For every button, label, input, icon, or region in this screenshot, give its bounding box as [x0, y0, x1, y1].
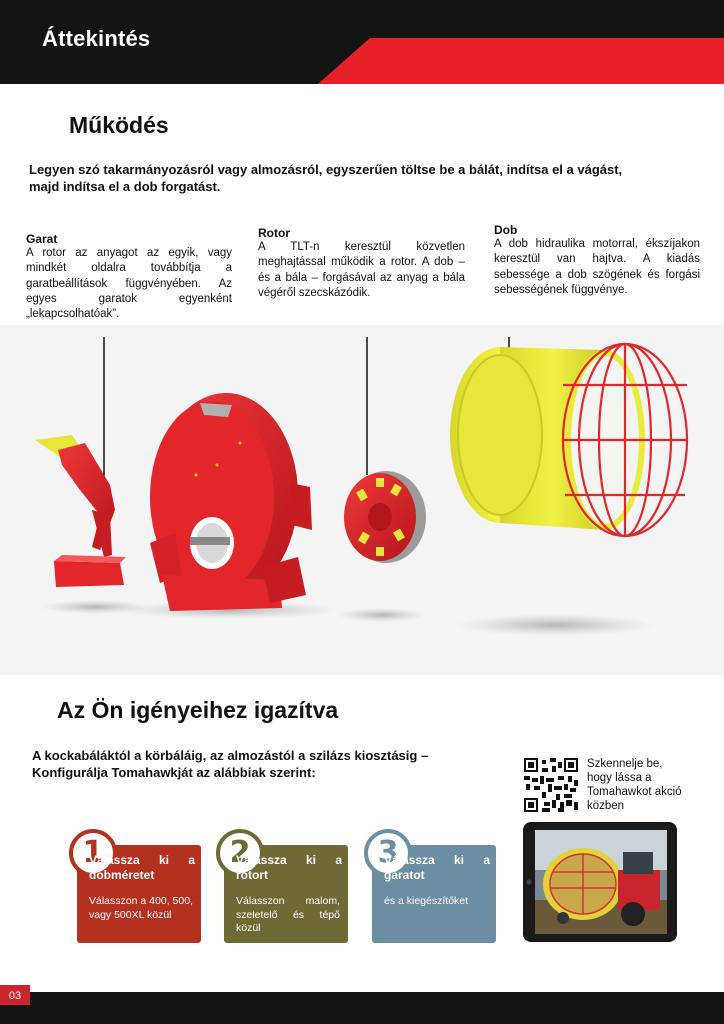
- tablet-video-preview[interactable]: [523, 822, 677, 942]
- column-dob: [494, 223, 700, 298]
- column-garat: [26, 232, 232, 322]
- step-card-3: [372, 835, 496, 943]
- page-number: 03: [0, 985, 30, 1005]
- page-title: Áttekintés: [42, 26, 151, 51]
- column-text: A dob hidraulika motorral, ékszíjakon keresztül van hajtva. A kiadás sebessége a dob szögének és forgási sebességének függvénye.: [494, 238, 700, 296]
- section-lead-igenyek: A kockabáláktól a körbáláig, az almozástól a szilázs kiosztásig – Konfigurálja Tomahawkját az alábbiak szerint:: [32, 748, 429, 780]
- machine-exploded-illustration: [0, 325, 724, 675]
- step-title: Válassza ki a rotort: [236, 853, 342, 882]
- step-number-badge: 1: [69, 829, 117, 877]
- column-text: A rotor az anyagot az egyik, vagy mindkét oldalra továbbítja a garatbeállítások függvényében. Az egyes garatok egyenként „lekapcsolhatóak”.: [26, 247, 232, 321]
- step-text: Válasszon malom, szeletelő és tépő közül: [236, 895, 340, 934]
- section-title-mukodes: Működés: [69, 112, 169, 138]
- qr-code-icon[interactable]: [524, 758, 578, 812]
- column-title: Rotor: [258, 226, 290, 240]
- section-title-igenyek: Az Ön igényeihez igazítva: [57, 697, 339, 723]
- step-text: és a kiegészítőket: [384, 895, 469, 907]
- column-rotor: [258, 226, 465, 301]
- column-title: Garat: [26, 232, 58, 246]
- step-number-badge: 2: [216, 829, 264, 877]
- step-text: Válasszon a 400, 500, vagy 500XL közül: [89, 895, 193, 921]
- step-card-2: [224, 835, 348, 943]
- step-title: Válassza ki a garatot: [384, 853, 490, 882]
- step-card-1: [77, 835, 201, 943]
- column-text: A TLT-n keresztül közvetlen meghajtással működik a rotor. A dob – és a bála – forgásával az anyag a bála végéről szecskázódik.: [258, 241, 465, 299]
- step-title: Válassza ki a dobméretet: [89, 853, 195, 882]
- section-lead-mukodes: Legyen szó takarmányozásról vagy almozásról, egyszerűen töltse be a bálát, indítsa el a vágást, majd indítsa el a dob forgatást.: [29, 162, 623, 194]
- page-footer: [0, 992, 724, 1024]
- column-title: Dob: [494, 223, 518, 237]
- qr-caption: Szkennelje be, hogy lássa a Tomahawkot akció közben: [587, 758, 682, 812]
- step-number-badge: 3: [364, 829, 412, 877]
